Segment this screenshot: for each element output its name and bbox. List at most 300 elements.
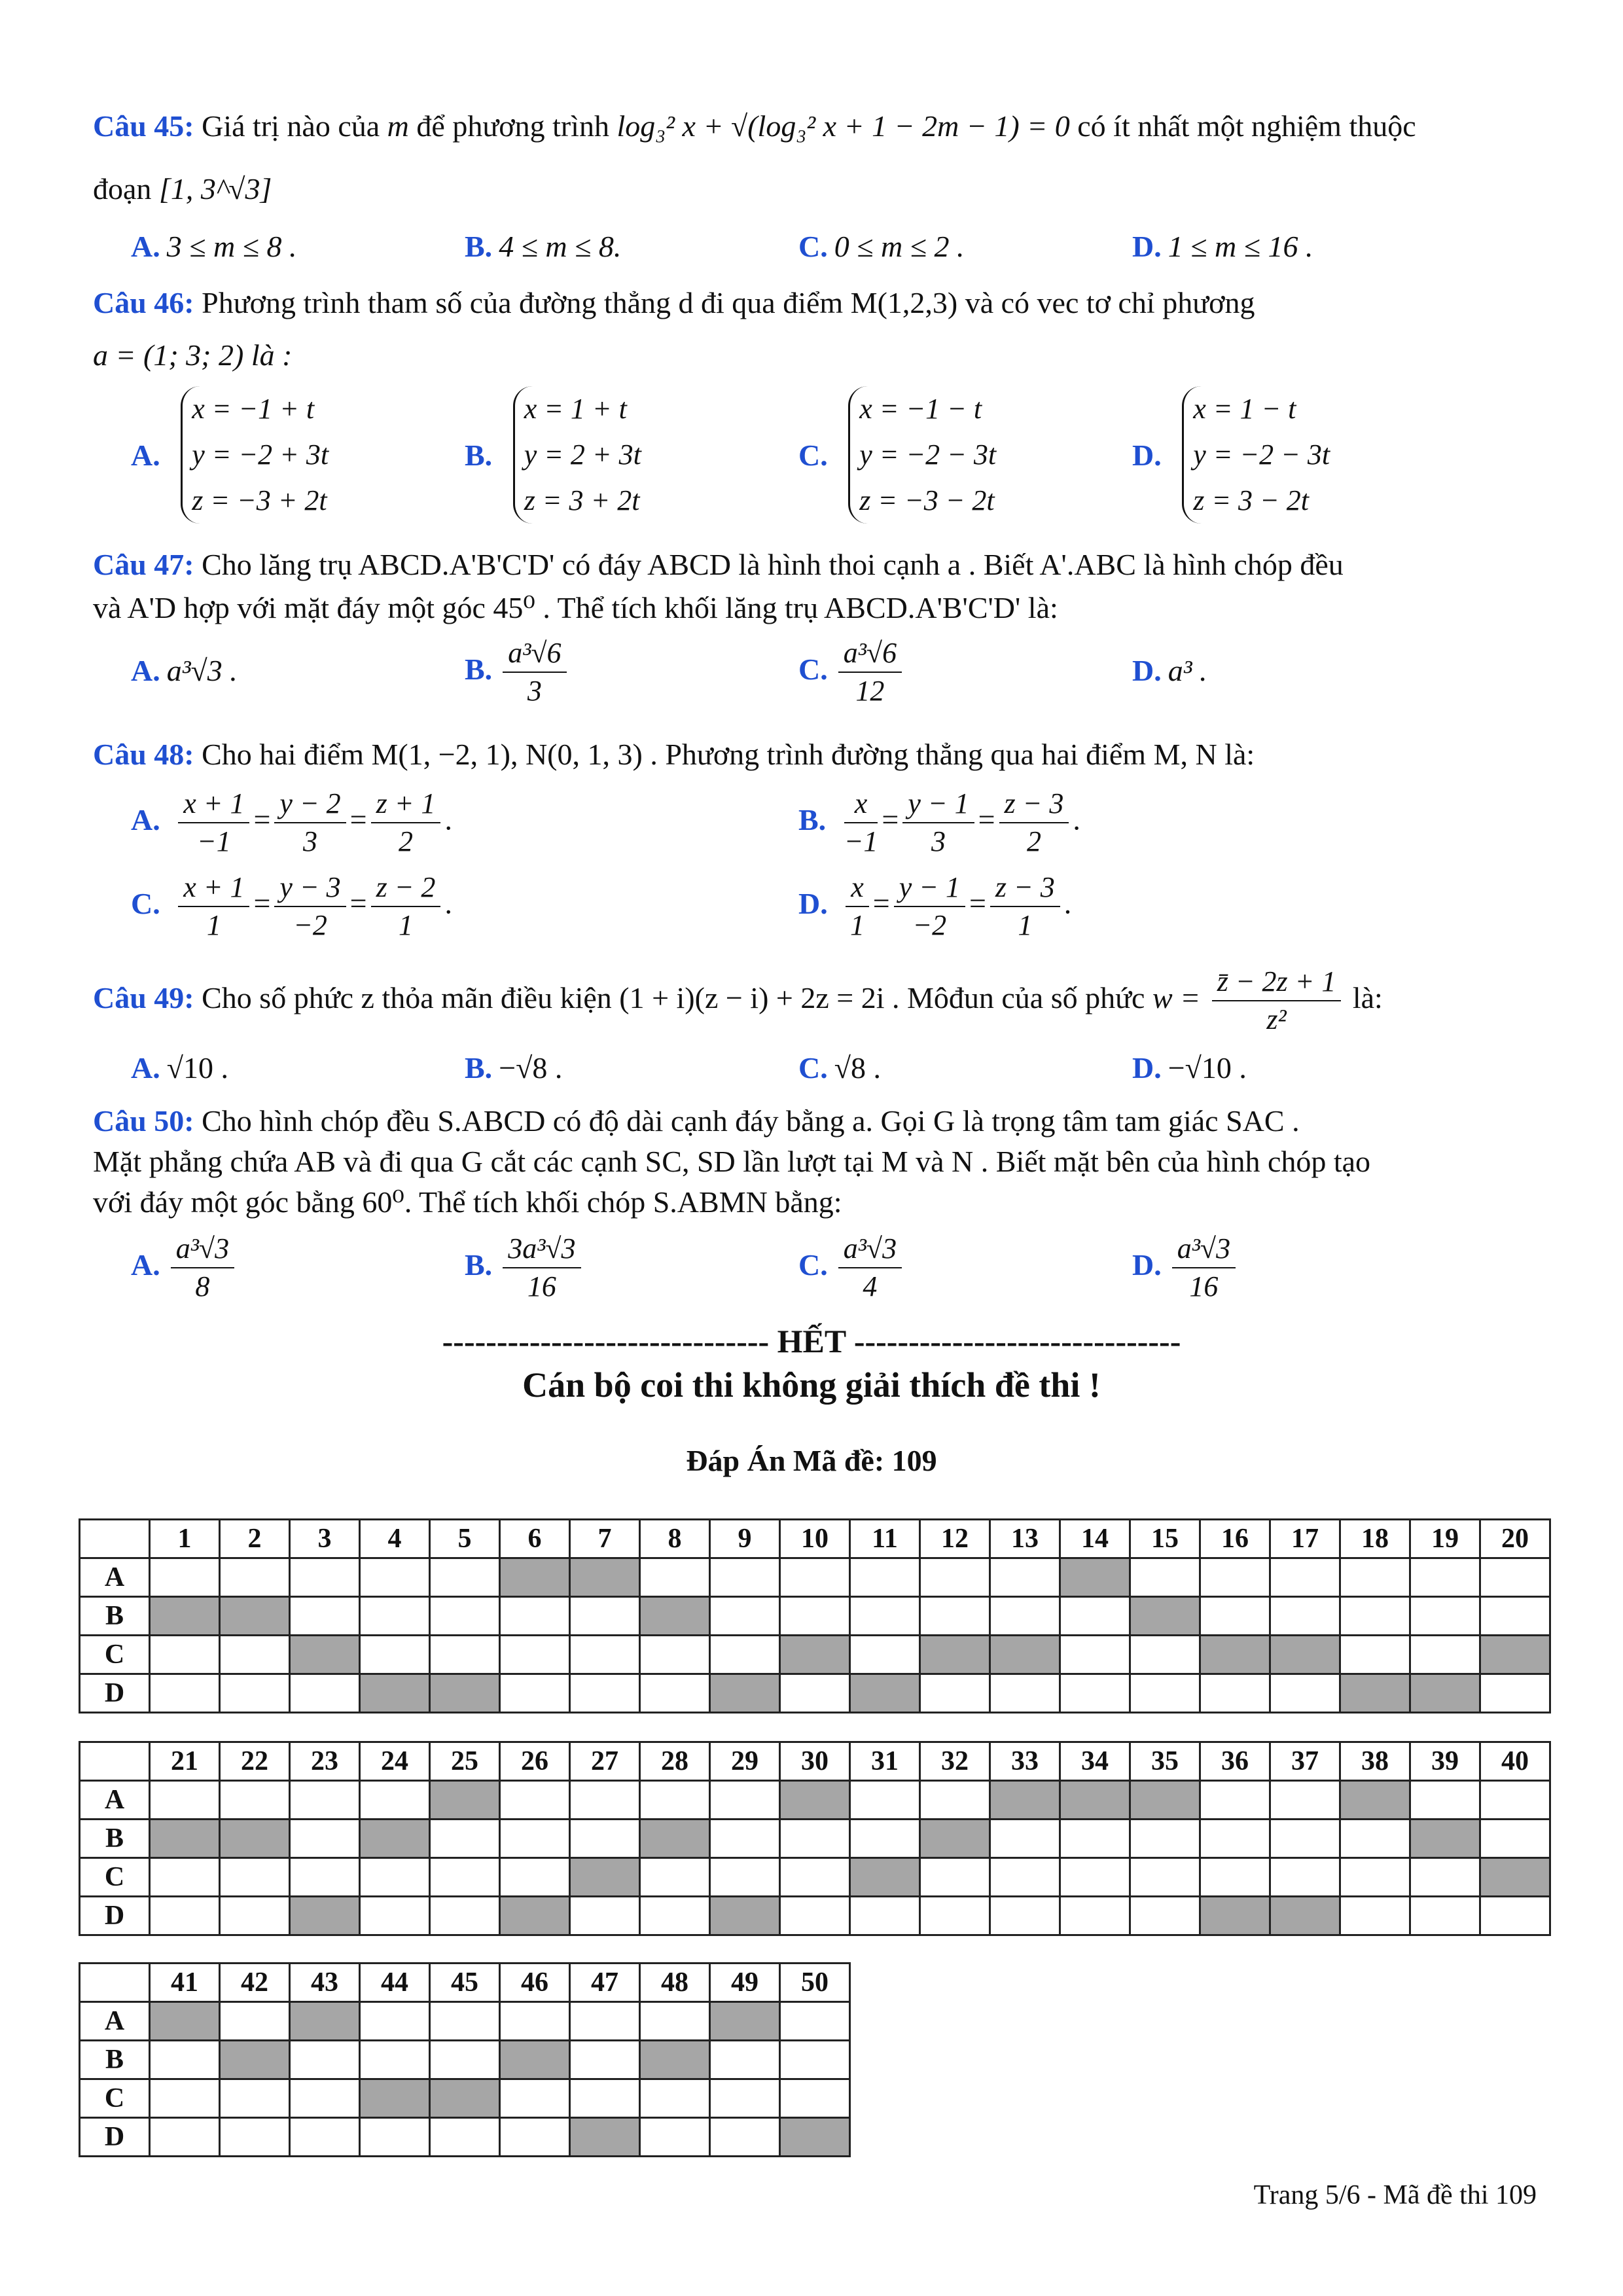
answer-cell [1340,1558,1410,1597]
answer-cell [1410,1897,1480,1935]
answer-cell [360,2079,430,2118]
variable-m: m [387,109,409,143]
answer-cell [500,2041,570,2079]
answer-cell [1130,1674,1200,1713]
answer-cell [710,1820,780,1858]
question-47-line2 [93,586,1539,630]
answer-cell [1270,1636,1340,1674]
answer-cell [920,1820,990,1858]
answer-cell [1060,1897,1130,1935]
answer-cell [850,1597,920,1636]
answer-cell [290,1897,360,1935]
answer-cell [850,1858,920,1897]
question-number-cell: 16 [1200,1520,1270,1558]
option-b: B. 4 ≤ m ≤ 8. [465,230,622,263]
question-50-line3 [93,1181,1539,1224]
answer-cell [1200,1597,1270,1636]
answer-cell [640,1820,710,1858]
w-definition: w = [1152,981,1201,1014]
question-number-cell: 5 [430,1520,500,1558]
answer-cell [1060,1558,1130,1597]
answer-cell [570,2079,640,2118]
answer-cell [1200,1781,1270,1820]
option-d: D. $\frac{\text{a³√3}}{16}$ [1132,1230,1240,1305]
question-number-cell: 11 [850,1520,920,1558]
option-c: C. $\frac{\text{a³√6}}{12}$ [798,635,906,709]
answer-cell [1270,1858,1340,1897]
answer-cell [150,2002,220,2041]
option-row-label: A [80,2002,150,2041]
answer-cell [360,1558,430,1597]
question-number-cell: 37 [1270,1742,1340,1781]
answer-cell [1130,1558,1200,1597]
answer-cell [360,1674,430,1713]
answer-cell [780,1636,850,1674]
question-number-cell: 4 [360,1520,430,1558]
question-number-cell: 15 [1130,1520,1200,1558]
answer-cell [1200,1636,1270,1674]
answer-cell [570,1597,640,1636]
question-number-cell: 18 [1340,1520,1410,1558]
answer-cell [780,1858,850,1897]
answer-cell [220,1597,290,1636]
proctor-note: Cán bộ coi thi không giải thích đề thi ! [522,1365,1101,1405]
option-a: A. x = −1 + t y = −2 + 3t z = −3 + 2t [131,386,329,524]
answer-cell [640,1597,710,1636]
answer-cell [570,1858,640,1897]
answer-cell [780,2079,850,2118]
answer-cell [360,2041,430,2079]
answer-cell [1130,1820,1200,1858]
answer-cell [640,2041,710,2079]
answer-cell [1270,1597,1340,1636]
question-number-cell: 14 [1060,1520,1130,1558]
option-c: C. 0 ≤ m ≤ 2 . [798,230,965,263]
answer-cell [1410,1636,1480,1674]
answer-cell [220,1674,290,1713]
answer-cell [640,1674,710,1713]
answer-cell [990,1781,1060,1820]
answer-cell [850,1636,920,1674]
option-a: A. $\frac{\text{a³√3}}{8}$ [131,1230,238,1305]
question-number-cell: 39 [1410,1742,1480,1781]
option-c: C. $\frac{\text{a³√3}}{4}$ [798,1230,906,1305]
answer-cell [1480,1858,1550,1897]
answer-cell [500,1858,570,1897]
answer-cell [1480,1674,1550,1713]
answer-cell [1060,1636,1130,1674]
answer-cell [710,2041,780,2079]
answer-cell [710,2118,780,2157]
answer-cell [150,1820,220,1858]
answer-cell [570,1674,640,1713]
option-row-label: C [80,1636,150,1674]
answer-cell [430,2002,500,2041]
answer-cell [780,1674,850,1713]
answer-cell [360,2118,430,2157]
question-number-cell: 9 [710,1520,780,1558]
answer-cell [640,1858,710,1897]
answer-options-45 [131,229,1538,281]
answer-cell [570,2118,640,2157]
answer-cell [640,1781,710,1820]
answer-cell [220,2079,290,2118]
question-number-cell: 24 [360,1742,430,1781]
answer-cell [990,1820,1060,1858]
answer-cell [710,1597,780,1636]
option-row-label: D [80,2118,150,2157]
answer-cell [500,1674,570,1713]
question-45-line2 [93,168,1539,211]
question-label: Câu 46: [93,286,194,319]
question-number-cell: 3 [290,1520,360,1558]
answer-cell [920,1858,990,1897]
option-row-label: C [80,2079,150,2118]
answer-cell [1130,1897,1200,1935]
question-text: đoạn [93,172,152,206]
answer-cell [500,1636,570,1674]
answer-options-47 [131,635,1538,720]
answer-cell [1410,1858,1480,1897]
question-number-cell: 25 [430,1742,500,1781]
answer-cell [150,1636,220,1674]
option-d: D. a³ . [1132,654,1207,687]
answer-cell [430,1781,500,1820]
question-number-cell: 48 [640,1964,710,2002]
answer-cell [290,1597,360,1636]
answer-cell [710,1781,780,1820]
answer-cell [920,1781,990,1820]
question-number-cell: 43 [290,1964,360,2002]
corner-cell [80,1742,150,1781]
question-number-cell: 30 [780,1742,850,1781]
answer-cell [1060,1781,1130,1820]
answer-cell [220,2002,290,2041]
question-number-cell: 8 [640,1520,710,1558]
question-number-cell: 21 [150,1742,220,1781]
option-row-label: B [80,1820,150,1858]
answer-cell [290,1781,360,1820]
answer-cell [360,1636,430,1674]
answer-cell [1060,1820,1130,1858]
answer-cell [1340,1897,1410,1935]
answer-cell [1410,1820,1480,1858]
answer-cell [1410,1597,1480,1636]
end-marker: ------------------------------ HẾT ------------------------------ [442,1323,1181,1359]
answer-cell [570,1781,640,1820]
answer-key-title: Đáp Án Mã đề: 109 [686,1444,937,1477]
question-text: Giá trị nào của [202,109,380,143]
option-c: C. $\frac{x + 1}{1}$ = $\frac{y - 3}{-2}$ = $\frac{z - 2}{1}$ . [131,869,452,944]
answer-cell [1340,1636,1410,1674]
answer-cell [500,1781,570,1820]
question-number-cell: 2 [220,1520,290,1558]
answer-cell [220,2118,290,2157]
answer-cell [570,2041,640,2079]
question-number-cell: 20 [1480,1520,1550,1558]
answer-cell [640,1636,710,1674]
question-number-cell: 49 [710,1964,780,2002]
question-number-cell: 44 [360,1964,430,2002]
question-text: Cho lăng trụ ABCD.A'B'C'D' có đáy ABCD là hình thoi cạnh a . Biết A'.ABC là hình chóp đều [202,548,1344,581]
answer-cell [990,1674,1060,1713]
answer-cell [220,2041,290,2079]
question-text: với đáy một góc bằng 60⁰. Thể tích khối chóp S.ABMN bằng: [93,1185,842,1219]
answer-options-46 [131,386,1538,537]
question-number-cell: 46 [500,1964,570,2002]
answer-cell [710,2002,780,2041]
answer-cell [430,2079,500,2118]
answer-cell [570,1558,640,1597]
question-text: Mặt phẳng chứa AB và đi qua G cắt các cạnh SC, SD lần lượt tại M và N . Biết mặt bên của hình chóp tạo [93,1145,1371,1178]
answer-cell [150,1781,220,1820]
option-d: D. x = 1 − t y = −2 − 3t z = 3 − 2t [1132,386,1330,524]
answer-cell [780,1558,850,1597]
question-number-cell: 7 [570,1520,640,1558]
answer-cell [430,1636,500,1674]
answer-cell [570,2002,640,2041]
answer-cell [1410,1781,1480,1820]
answer-cell [780,1897,850,1935]
answer-cell [780,2002,850,2041]
answer-cell [290,1858,360,1897]
question-50 [93,1100,1539,1143]
answer-cell [1340,1820,1410,1858]
answer-cell [360,1858,430,1897]
answer-cell [1270,1674,1340,1713]
question-number-cell: 50 [780,1964,850,2002]
question-number-cell: 32 [920,1742,990,1781]
option-c: C. √8 . [798,1051,881,1085]
answer-cell [990,1636,1060,1674]
answer-cell [150,1674,220,1713]
question-number-cell: 23 [290,1742,360,1781]
answer-cell [640,1558,710,1597]
question-number-cell: 27 [570,1742,640,1781]
question-number-cell: 6 [500,1520,570,1558]
answer-cell [850,1781,920,1820]
answer-cell [430,1858,500,1897]
answer-cell [220,1897,290,1935]
answer-cell [990,1858,1060,1897]
question-text: Phương trình tham số của đường thẳng d đi qua điểm M(1,2,3) và có vec tơ chỉ phương [202,286,1255,319]
question-46 [93,281,1539,325]
question-text: Cho hai điểm M(1, −2, 1), N(0, 1, 3) . Phương trình đường thẳng qua hai điểm M, N là: [202,738,1255,771]
answer-cell [430,1674,500,1713]
question-number-cell: 17 [1270,1520,1340,1558]
answer-cell [640,1897,710,1935]
option-a: A. $\frac{x + 1}{-1}$ = $\frac{y - 2}{3}$ = $\frac{z + 1}{2}$ . [131,785,452,860]
option-row-label: A [80,1558,150,1597]
answer-cell [290,2002,360,2041]
question-number-cell: 31 [850,1742,920,1781]
answer-cell [430,1558,500,1597]
answer-cell [290,1820,360,1858]
answer-cell [570,1897,640,1935]
answer-cell [990,1558,1060,1597]
answer-key-table-3 [79,1962,851,2157]
question-label: Câu 50: [93,1104,194,1138]
answer-cell [1200,1820,1270,1858]
option-b: B. −√8 . [465,1051,563,1085]
answer-cell [920,1636,990,1674]
question-49: Câu 49: Cho số phức z thỏa mãn điều kiện (1 + i)(z − i) + 2z = 2i . Môđun của số phức w = $\frac{z̄ - 2z + 1}{\text{z²}}$ là: [93,962,1539,1034]
question-47 [93,543,1539,586]
question-text: a = (1; 3; 2) là : [93,338,293,372]
answer-cell [290,1558,360,1597]
question-number-cell: 33 [990,1742,1060,1781]
answer-cell [1480,1636,1550,1674]
answer-cell [360,1897,430,1935]
answer-cell [1480,1820,1550,1858]
answer-cell [150,2118,220,2157]
question-label: Câu 49: [93,981,194,1014]
answer-cell [1270,1781,1340,1820]
question-number-cell: 29 [710,1742,780,1781]
question-number-cell: 45 [430,1964,500,2002]
answer-cell [780,1820,850,1858]
answer-cell [1130,1597,1200,1636]
question-number-cell: 22 [220,1742,290,1781]
option-b: B. $\frac{x}{-1}$ = $\frac{y - 1}{3}$ = $\frac{z - 3}{2}$ . [798,785,1080,860]
answer-cell [1060,1597,1130,1636]
question-number-cell: 28 [640,1742,710,1781]
answer-cell [220,1781,290,1820]
question-text: Cho số phức z thỏa mãn điều kiện (1 + i)(z − i) + 2z = 2i . Môđun của số phức [202,981,1145,1014]
question-number-cell: 36 [1200,1742,1270,1781]
answer-cell [290,2079,360,2118]
answer-cell [1200,1897,1270,1935]
equation: log₃² x + √(log₃² x + 1 − 2m − 1) = 0 [616,109,1070,143]
answer-cell [920,1558,990,1597]
answer-cell [1340,1674,1410,1713]
option-c: C. x = −1 − t y = −2 − 3t z = −3 − 2t [798,386,996,524]
answer-cell [710,1558,780,1597]
answer-cell [220,1636,290,1674]
question-text: có ít nhất một nghiệm thuộc [1077,109,1416,143]
corner-cell [80,1520,150,1558]
answer-cell [150,1897,220,1935]
answer-cell [990,1897,1060,1935]
answer-cell [780,1781,850,1820]
answer-key-table-2 [79,1741,1551,1936]
answer-options-48 [131,785,1538,949]
answer-options-50 [131,1230,1538,1316]
answer-cell [290,1674,360,1713]
question-46-line2 [93,334,1539,377]
answer-cell [1410,1674,1480,1713]
answer-cell [1200,1674,1270,1713]
answer-cell [220,1820,290,1858]
option-row-label: D [80,1674,150,1713]
answer-cell [500,1820,570,1858]
answer-cell [1130,1858,1200,1897]
answer-cell [1130,1781,1200,1820]
answer-cell [570,1820,640,1858]
question-number-cell: 19 [1410,1520,1480,1558]
option-d: D. 1 ≤ m ≤ 16 . [1132,230,1313,263]
question-number-cell: 47 [570,1964,640,2002]
question-text: để phương trình [416,109,609,143]
interval: [1, 3^√3] [158,172,272,206]
answer-cell [710,1636,780,1674]
answer-cell [1270,1558,1340,1597]
answer-cell [220,1858,290,1897]
answer-key-table-1 [79,1518,1551,1713]
question-48 [93,733,1539,776]
option-a: A. √10 . [131,1051,228,1085]
answer-cell [920,1674,990,1713]
question-number-cell: 41 [150,1964,220,2002]
question-text: và A'D hợp với mặt đáy một góc 45⁰ . Thể tích khối lăng trụ ABCD.A'B'C'D' là: [93,591,1058,624]
option-d: D. $\frac{x}{1}$ = $\frac{y - 1}{-2}$ = $\frac{z - 3}{1}$ . [798,869,1071,944]
answer-cell [1200,1858,1270,1897]
answer-cell [920,1897,990,1935]
answer-cell [150,1597,220,1636]
answer-cell [570,1636,640,1674]
question-number-cell: 35 [1130,1742,1200,1781]
answer-cell [640,2118,710,2157]
option-b: B. $\frac{\text{3a³√3}}{16}$ [465,1230,585,1305]
answer-cell [710,1858,780,1897]
answer-cell [430,1820,500,1858]
answer-cell [640,2002,710,2041]
answer-cell [290,2041,360,2079]
answer-cell [850,1674,920,1713]
answer-cell [850,1897,920,1935]
answer-cell [1340,1858,1410,1897]
question-number-cell: 26 [500,1742,570,1781]
answer-cell [360,1781,430,1820]
answer-cell [780,1597,850,1636]
answer-cell [1270,1820,1340,1858]
answer-cell [1060,1858,1130,1897]
answer-cell [430,1597,500,1636]
question-text: là: [1352,981,1383,1014]
answer-cell [780,2118,850,2157]
answer-cell [1480,1558,1550,1597]
answer-options-49 [131,1050,1538,1103]
answer-cell [710,2079,780,2118]
answer-cell [1410,1558,1480,1597]
question-number-cell: 13 [990,1520,1060,1558]
answer-cell [500,2118,570,2157]
question-number-cell: 12 [920,1520,990,1558]
answer-cell [1480,1897,1550,1935]
question-label: Câu 45: [93,109,194,143]
answer-cell [360,2002,430,2041]
answer-cell [500,1558,570,1597]
question-label: Câu 47: [93,548,194,581]
option-row-label: B [80,1597,150,1636]
question-number-cell: 40 [1480,1742,1550,1781]
option-row-label: C [80,1858,150,1897]
answer-cell [290,1636,360,1674]
question-label: Câu 48: [93,738,194,771]
answer-cell [1480,1597,1550,1636]
answer-cell [850,1820,920,1858]
answer-cell [990,1597,1060,1636]
option-row-label: B [80,2041,150,2079]
answer-cell [1270,1897,1340,1935]
answer-cell [220,1558,290,1597]
answer-cell [500,2079,570,2118]
option-b: B. $\frac{\text{a³√6}}{3}$ [465,635,571,709]
answer-cell [1340,1597,1410,1636]
question-text: Cho hình chóp đều S.ABCD có độ dài cạnh đáy bằng a. Gọi G là trọng tâm tam giác SAC . [202,1104,1300,1138]
answer-cell [500,2002,570,2041]
option-row-label: D [80,1897,150,1935]
